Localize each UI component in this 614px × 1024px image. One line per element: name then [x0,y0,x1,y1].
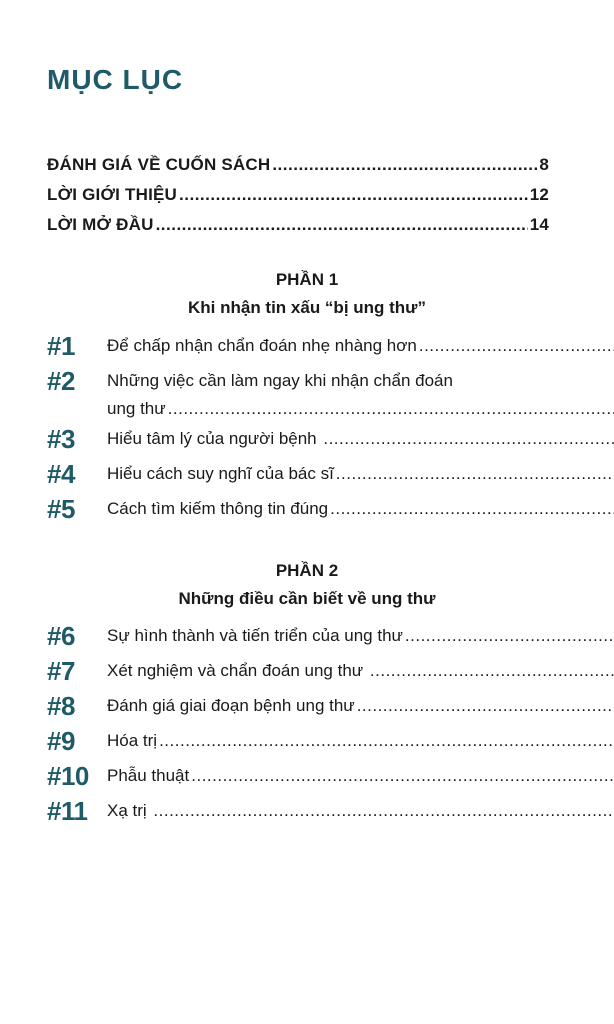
front-matter-list [47,155,549,245]
dot-leader [191,762,614,790]
toc-entry-label: ĐÁNH GIÁ VỀ CUỐN SÁCH [47,155,271,174]
chapter-entry [47,692,549,727]
chapter-number: #8 [47,691,75,721]
chapter-title: Để chấp nhận chẩn đoán nhẹ nhàng hơn [107,336,417,355]
chapter-number: #7 [47,656,75,686]
chapter-entry [47,657,549,692]
chapter-title: Sự hình thành và tiến triển của ung thư [107,626,403,645]
toc-entry-page: 12 [529,185,549,204]
dot-leader [323,425,614,453]
chapter-number: #4 [47,459,75,489]
part-2-heading [0,561,614,609]
part-1-chapter-list [47,332,549,530]
part-label: PHẦN 1 [275,270,339,289]
dot-leader [336,460,614,488]
part-1-heading [0,270,614,318]
dot-leader [405,622,614,650]
chapter-title: Hóa trị [107,731,158,750]
chapter-number: #10 [47,761,89,791]
dot-leader [156,215,528,235]
chapter-title: Phẫu thuật [107,766,190,785]
dot-leader [272,155,537,175]
chapter-number: #6 [47,621,75,651]
part-label: PHẦN 2 [275,561,339,580]
chapter-number: #1 [47,331,75,361]
chapter-title: Đánh giá giai đoạn bệnh ung thư [107,696,355,715]
chapter-title: Xạ trị [107,801,152,820]
chapter-title: Cách tìm kiếm thông tin đúng [107,499,329,518]
chapter-entry [47,367,549,425]
dot-leader [419,332,614,360]
chapter-number: #3 [47,424,75,454]
toc-entry-label: LỜI GIỚI THIỆU [47,185,178,204]
chapter-entry [47,622,549,657]
part-subtitle: Những điều cần biết về ung thư [178,589,436,608]
chapter-title: Hiểu cách suy nghĩ của bác sĩ [107,464,334,483]
chapter-number: #11 [47,796,88,826]
toc-entry-page: 8 [539,155,549,174]
dot-leader [179,185,528,205]
chapter-number: #5 [47,494,75,524]
chapter-entry [47,332,549,367]
chapter-entry [47,727,549,762]
part-2-chapter-list [47,622,549,832]
toc-entry-preface [47,215,549,245]
part-subtitle: Khi nhận tin xấu “bị ung thư” [187,298,426,317]
dot-leader [330,495,614,523]
chapter-number: #2 [47,366,75,396]
chapter-number: #9 [47,726,75,756]
chapter-entry [47,425,549,460]
dot-leader [168,395,614,423]
page-title: MỤC LỤC [47,64,184,95]
toc-entry-reviews [47,155,549,185]
dot-leader [153,797,614,825]
toc-entry-introduction [47,185,549,215]
dot-leader [159,727,614,755]
chapter-entry [47,797,549,832]
chapter-title-continued: ung thư [107,399,166,418]
toc-entry-page: 14 [529,215,549,234]
chapter-title: Những việc cần làm ngay khi nhận chẩn đoán [107,371,453,390]
toc-entry-label: LỜI MỞ ĐẦU [47,215,154,234]
chapter-entry [47,495,549,530]
dot-leader [357,692,614,720]
chapter-entry [47,460,549,495]
chapter-title: Hiểu tâm lý của người bệnh [107,429,322,448]
dot-leader [370,657,614,685]
chapter-title: Xét nghiệm và chẩn đoán ung thư [107,661,368,680]
chapter-entry [47,762,549,797]
